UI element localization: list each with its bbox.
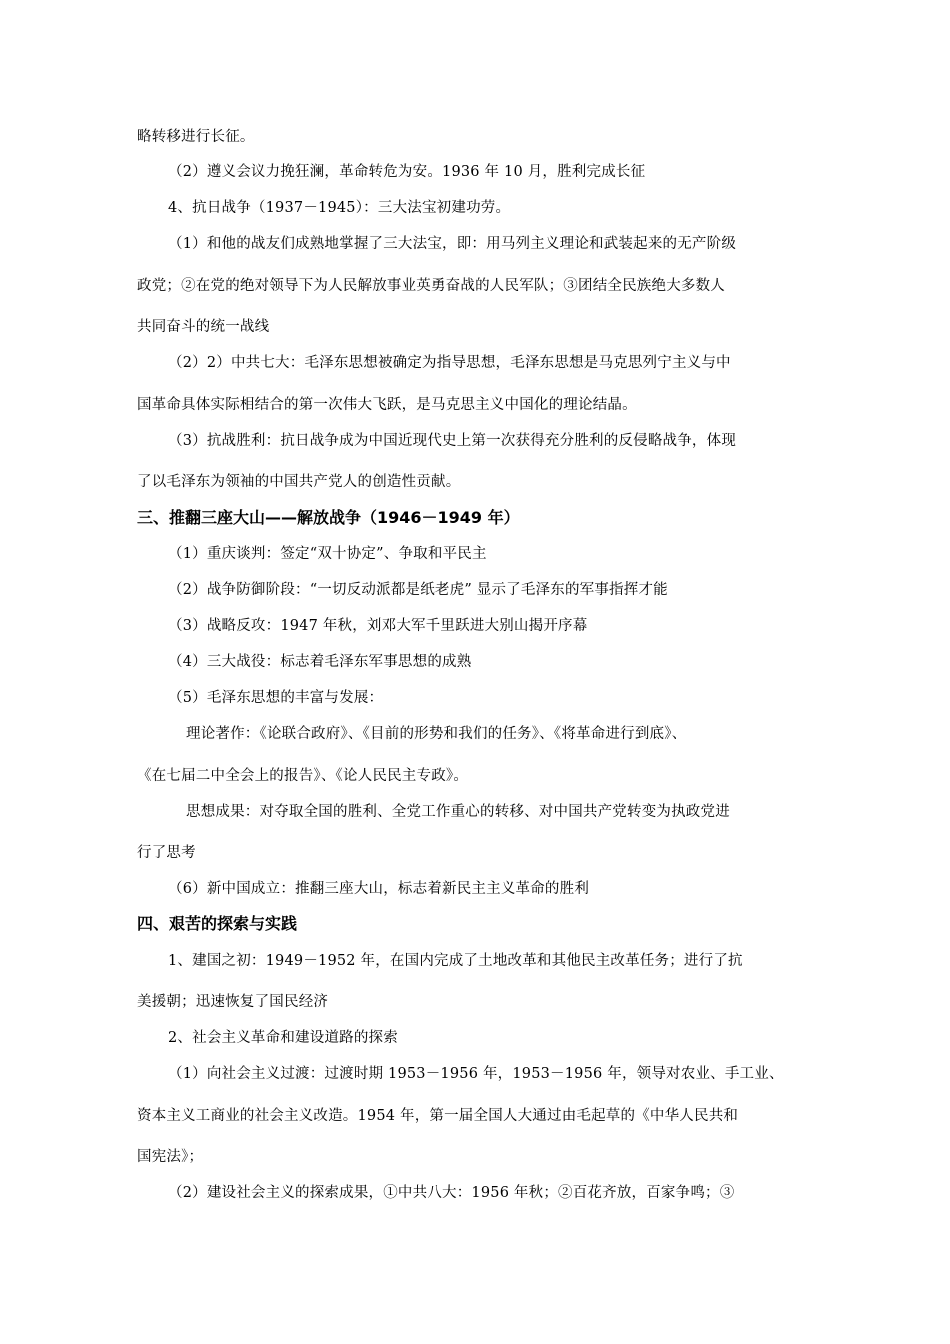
section-heading-3: 三、推翻三座大山——解放战争（1946－1949 年） bbox=[137, 508, 520, 527]
paragraph-line: （2）建设社会主义的探索成果，①中共八大：1956 年秋；②百花齐放，百家争鸣；③ bbox=[168, 1185, 735, 1201]
section-heading-4: 四、艰苦的探索与实践 bbox=[137, 914, 298, 933]
paragraph-line: （2）遵义会议力挽狂澜，革命转危为安。1936 年 10 月，胜利完成长征 bbox=[168, 164, 646, 180]
paragraph-line: 《在七届二中全会上的报告》、《论人民民主专政》。 bbox=[137, 768, 469, 784]
paragraph-line: 理论著作：《论联合政府》、《目前的形势和我们的任务》、《将革命进行到底》、 bbox=[186, 726, 687, 742]
paragraph-line: 1、建国之初：1949－1952 年，在国内完成了土地改革和其他民主改革任务；进行了抗 bbox=[168, 953, 743, 969]
paragraph-line: 资本主义工商业的社会主义改造。1954 年，第一届全国人大通过由毛起草的《中华人民共和 bbox=[137, 1108, 739, 1124]
paragraph-line: 2、社会主义革命和建设道路的探索 bbox=[168, 1030, 398, 1046]
paragraph-line: 国革命具体实际相结合的第一次伟大飞跃，是马克思主义中国化的理论结晶。 bbox=[137, 397, 637, 413]
paragraph-line: （5）毛泽东思想的丰富与发展： bbox=[168, 690, 384, 706]
paragraph-line: （6）新中国成立：推翻三座大山，标志着新民主主义革命的胜利 bbox=[168, 881, 590, 897]
paragraph-line: （1）重庆谈判：签定“双十协定”、争取和平民主 bbox=[168, 546, 487, 562]
paragraph-line: 国宪法》； bbox=[137, 1149, 204, 1165]
paragraph-line: （2）2）中共七大：毛泽东思想被确定为指导思想，毛泽东思想是马克思列宁主义与中 bbox=[168, 355, 731, 371]
paragraph-line: （2）战争防御阶段：“一切反动派都是纸老虎” 显示了毛泽东的军事指挥才能 bbox=[168, 582, 668, 598]
paragraph-line: 4、抗日战争（1937－1945）：三大法宝初建功劳。 bbox=[168, 200, 511, 216]
paragraph-line: 政党；②在党的绝对领导下为人民解放事业英勇奋战的人民军队；③团结全民族绝大多数人 bbox=[137, 278, 725, 294]
paragraph-line: 行了思考 bbox=[137, 845, 196, 861]
paragraph-line: 思想成果：对夺取全国的胜利、全党工作重心的转移、对中国共产党转变为执政党进 bbox=[186, 804, 730, 820]
paragraph-line: 了以毛泽东为领袖的中国共产党人的创造性贡献。 bbox=[137, 474, 461, 490]
paragraph-line: 略转移进行长征。 bbox=[137, 129, 255, 145]
paragraph-line: 共同奋斗的统一战线 bbox=[137, 319, 270, 335]
paragraph-line: （1）和他的战友们成熟地掌握了三大法宝，即：用马列主义理论和武装起来的无产阶级 bbox=[168, 236, 737, 252]
paragraph-line: （3）战略反攻：1947 年秋，刘邓大军千里跃进大别山揭开序幕 bbox=[168, 618, 588, 634]
paragraph-line: 美援朝；迅速恢复了国民经济 bbox=[137, 994, 329, 1010]
paragraph-line: （1）向社会主义过渡：过渡时期 1953－1956 年，1953－1956 年，领导对农业、手工业、 bbox=[168, 1066, 784, 1082]
paragraph-line: （4）三大战役：标志着毛泽东军事思想的成熟 bbox=[168, 654, 472, 670]
paragraph-line: （3）抗战胜利：抗日战争成为中国近现代史上第一次获得充分胜利的反侵略战争，体现 bbox=[168, 433, 737, 449]
